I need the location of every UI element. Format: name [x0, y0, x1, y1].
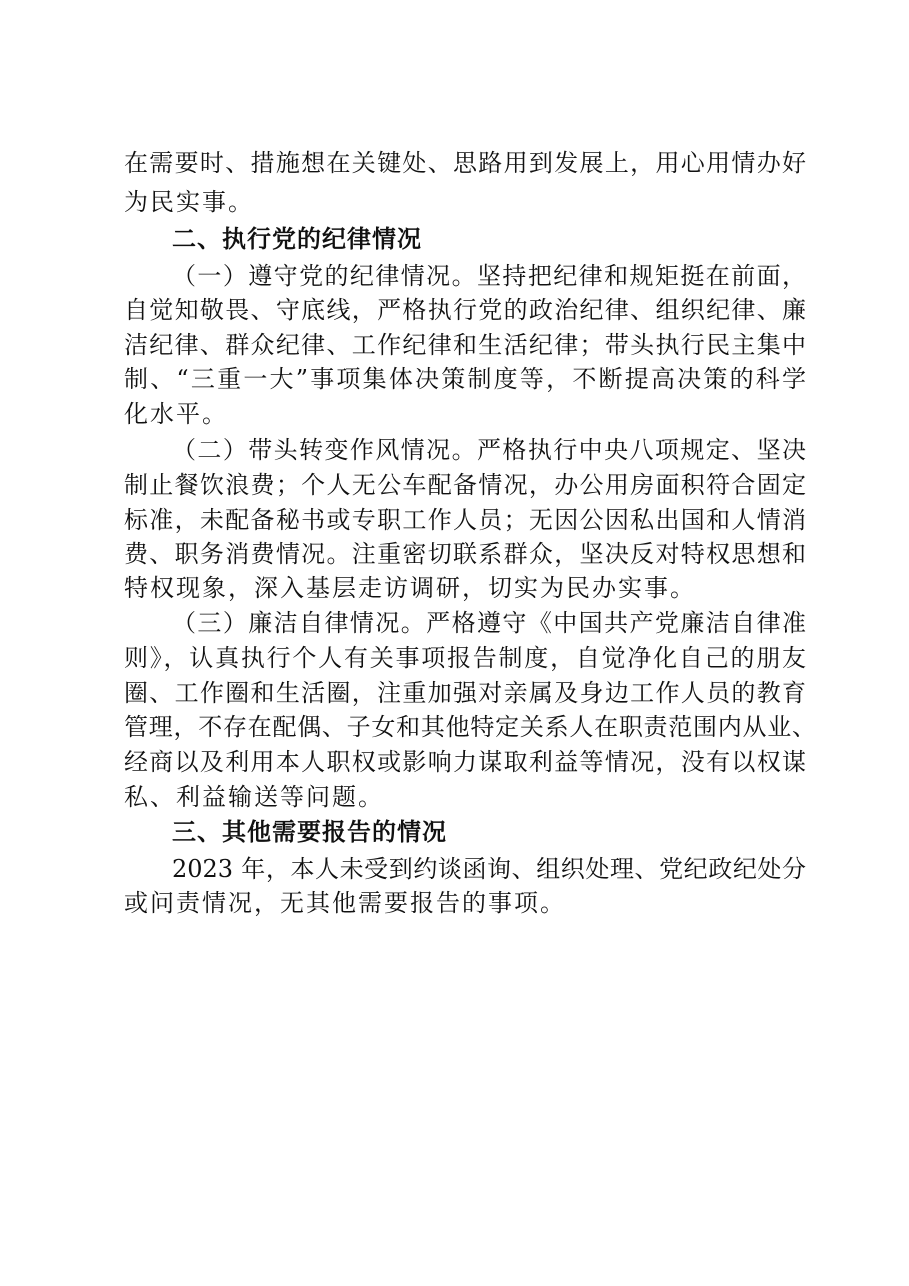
- body-text-line: 在需要时、措施想在关键处、思路用到发展上，用心用情办好: [124, 149, 806, 177]
- body-text-line: 2023 年，本人未受到约谈函询、组织处理、党纪政纪处分: [172, 855, 806, 883]
- body-text-line: 则》，认真执行个人有关事项报告制度，自觉净化自己的朋友: [124, 644, 806, 672]
- body-text-line: 标准，未配备秘书或专职工作人员；无因公因私出国和人情消: [124, 506, 806, 534]
- body-text-line: 自觉知敬畏、守底线，严格执行党的政治纪律、组织纪律、廉: [124, 296, 806, 324]
- section-heading: 二、执行党的纪律情况: [172, 225, 422, 253]
- body-text-line: （一）遵守党的纪律情况。坚持把纪律和规矩挺在前面，: [172, 262, 806, 290]
- body-text-line: 为民实事。: [124, 188, 254, 216]
- body-text-line: 制、“三重一大”事项集体决策制度等，不断提高决策的科学: [124, 365, 806, 393]
- body-text-line: 制止餐饮浪费；个人无公车配备情况，办公用房面积符合固定: [124, 471, 806, 499]
- body-text-line: 圈、工作圈和生活圈，注重加强对亲属及身边工作人员的教育: [124, 679, 806, 707]
- body-text-line: 私、利益输送等问题。: [124, 783, 384, 811]
- body-text-line: 管理，不存在配偶、子女和其他特定关系人在职责范围内从业、: [124, 713, 816, 741]
- body-text-line: 化水平。: [124, 400, 228, 428]
- section-heading: 三、其他需要报告的情况: [172, 818, 447, 846]
- body-text-line: 或问责情况，无其他需要报告的事项。: [124, 889, 566, 917]
- body-text-line: 特权现象，深入基层走访调研，切实为民办实事。: [124, 574, 696, 602]
- body-text-line: 费、职务消费情况。注重密切联系群众，坚决反对特权思想和: [124, 540, 806, 568]
- body-text-line: 经商以及利用本人职权或影响力谋取利益等情况，没有以权谋: [124, 748, 806, 776]
- body-text-line: （二）带头转变作风情况。严格执行中央八项规定、坚决: [172, 436, 806, 464]
- body-text-line: 洁纪律、群众纪律、工作纪律和生活纪律；带头执行民主集中: [124, 331, 806, 359]
- body-text-line: （三）廉洁自律情况。严格遵守《中国共产党廉洁自律准: [172, 609, 806, 637]
